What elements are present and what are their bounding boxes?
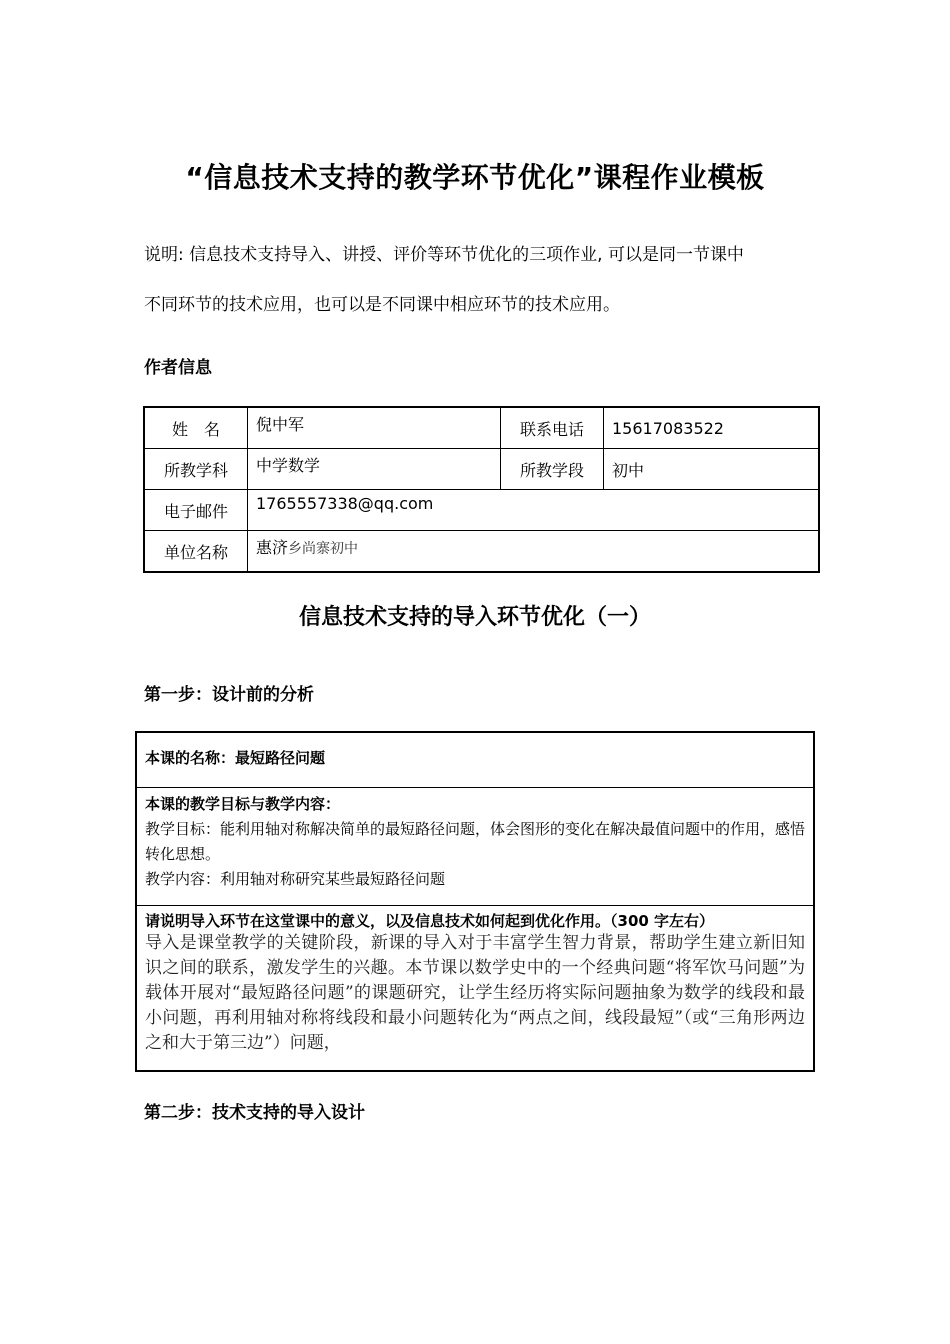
meaning-label: 请说明导入环节在这堂课中的意义，以及信息技术如何起到优化作用。（300 字左右） [145,912,715,930]
lesson-name-row [137,733,813,788]
phone-value: 15617083522 [604,407,820,449]
instruction-line-1: 说明: 信息技术支持导入、讲授、评价等环节优化的三项作业, 可以是同一节课中 [144,245,744,265]
lesson-goals-row [137,788,813,906]
lesson-name-label: 本课的名称：最短路径问题 [145,749,326,767]
phone-label: 联系电话 [501,407,604,449]
author-info-table [143,406,820,573]
unit-value-part1: 惠济 [256,538,289,557]
unit-value-part2: 乡尚寨初中 [288,541,359,557]
meaning-text: 导入是课堂教学的关键阶段，新课的导入对于丰富学生智力背景，帮助学生建立新旧知识之间的联系，激发学生的兴趣。本节课以数学史中的一个经典问题“将军饮马问题”为载体开展对“最短路径问题”的课题研究，让学生经历将实际问题抽象为数学的线段和最小问题，再利用轴对称将线段和最小问题转化为“两点之间，线段最短”（或“三角形两边之和大于第三边”）问题， [145,933,805,1053]
grade-value: 初中 [604,449,820,490]
page-title: “信息技术支持的教学环节优化”课程作业模板 [185,161,765,194]
step1-heading: 第一步：设计前的分析 [144,685,314,705]
goal-text: 教学目标：能利用轴对称解决简单的最短路径问题，体会图形的变化在解决最值问题中的作用，感悟转化思想。 [145,820,806,863]
author-info-heading: 作者信息 [144,358,212,378]
instruction-line-2: 不同环节的技术应用，也可以是不同课中相应环节的技术应用。 [144,295,620,315]
subject-value: 中学数学 [248,449,501,490]
table-row [144,449,819,490]
analysis-box [135,731,815,1072]
meaning-row [137,906,813,1072]
section-title: 信息技术支持的导入环节优化（一） [298,605,651,630]
email-value: 1765557338@qq.com [248,490,820,531]
table-row [144,531,819,573]
unit-value [248,531,820,573]
name-value: 倪中军 [248,407,501,449]
subject-label: 所教学科 [144,449,248,490]
table-row [144,407,819,449]
grade-label: 所教学段 [501,449,604,490]
unit-label: 单位名称 [144,531,248,573]
goals-label: 本课的教学目标与教学内容： [145,795,341,813]
name-label: 姓 名 [144,407,248,449]
content-text: 教学内容：利用轴对称研究某些最短路径问题 [145,870,446,888]
email-label: 电子邮件 [144,490,248,531]
step2-heading: 第二步：技术支持的导入设计 [144,1103,365,1123]
table-row [144,490,819,531]
